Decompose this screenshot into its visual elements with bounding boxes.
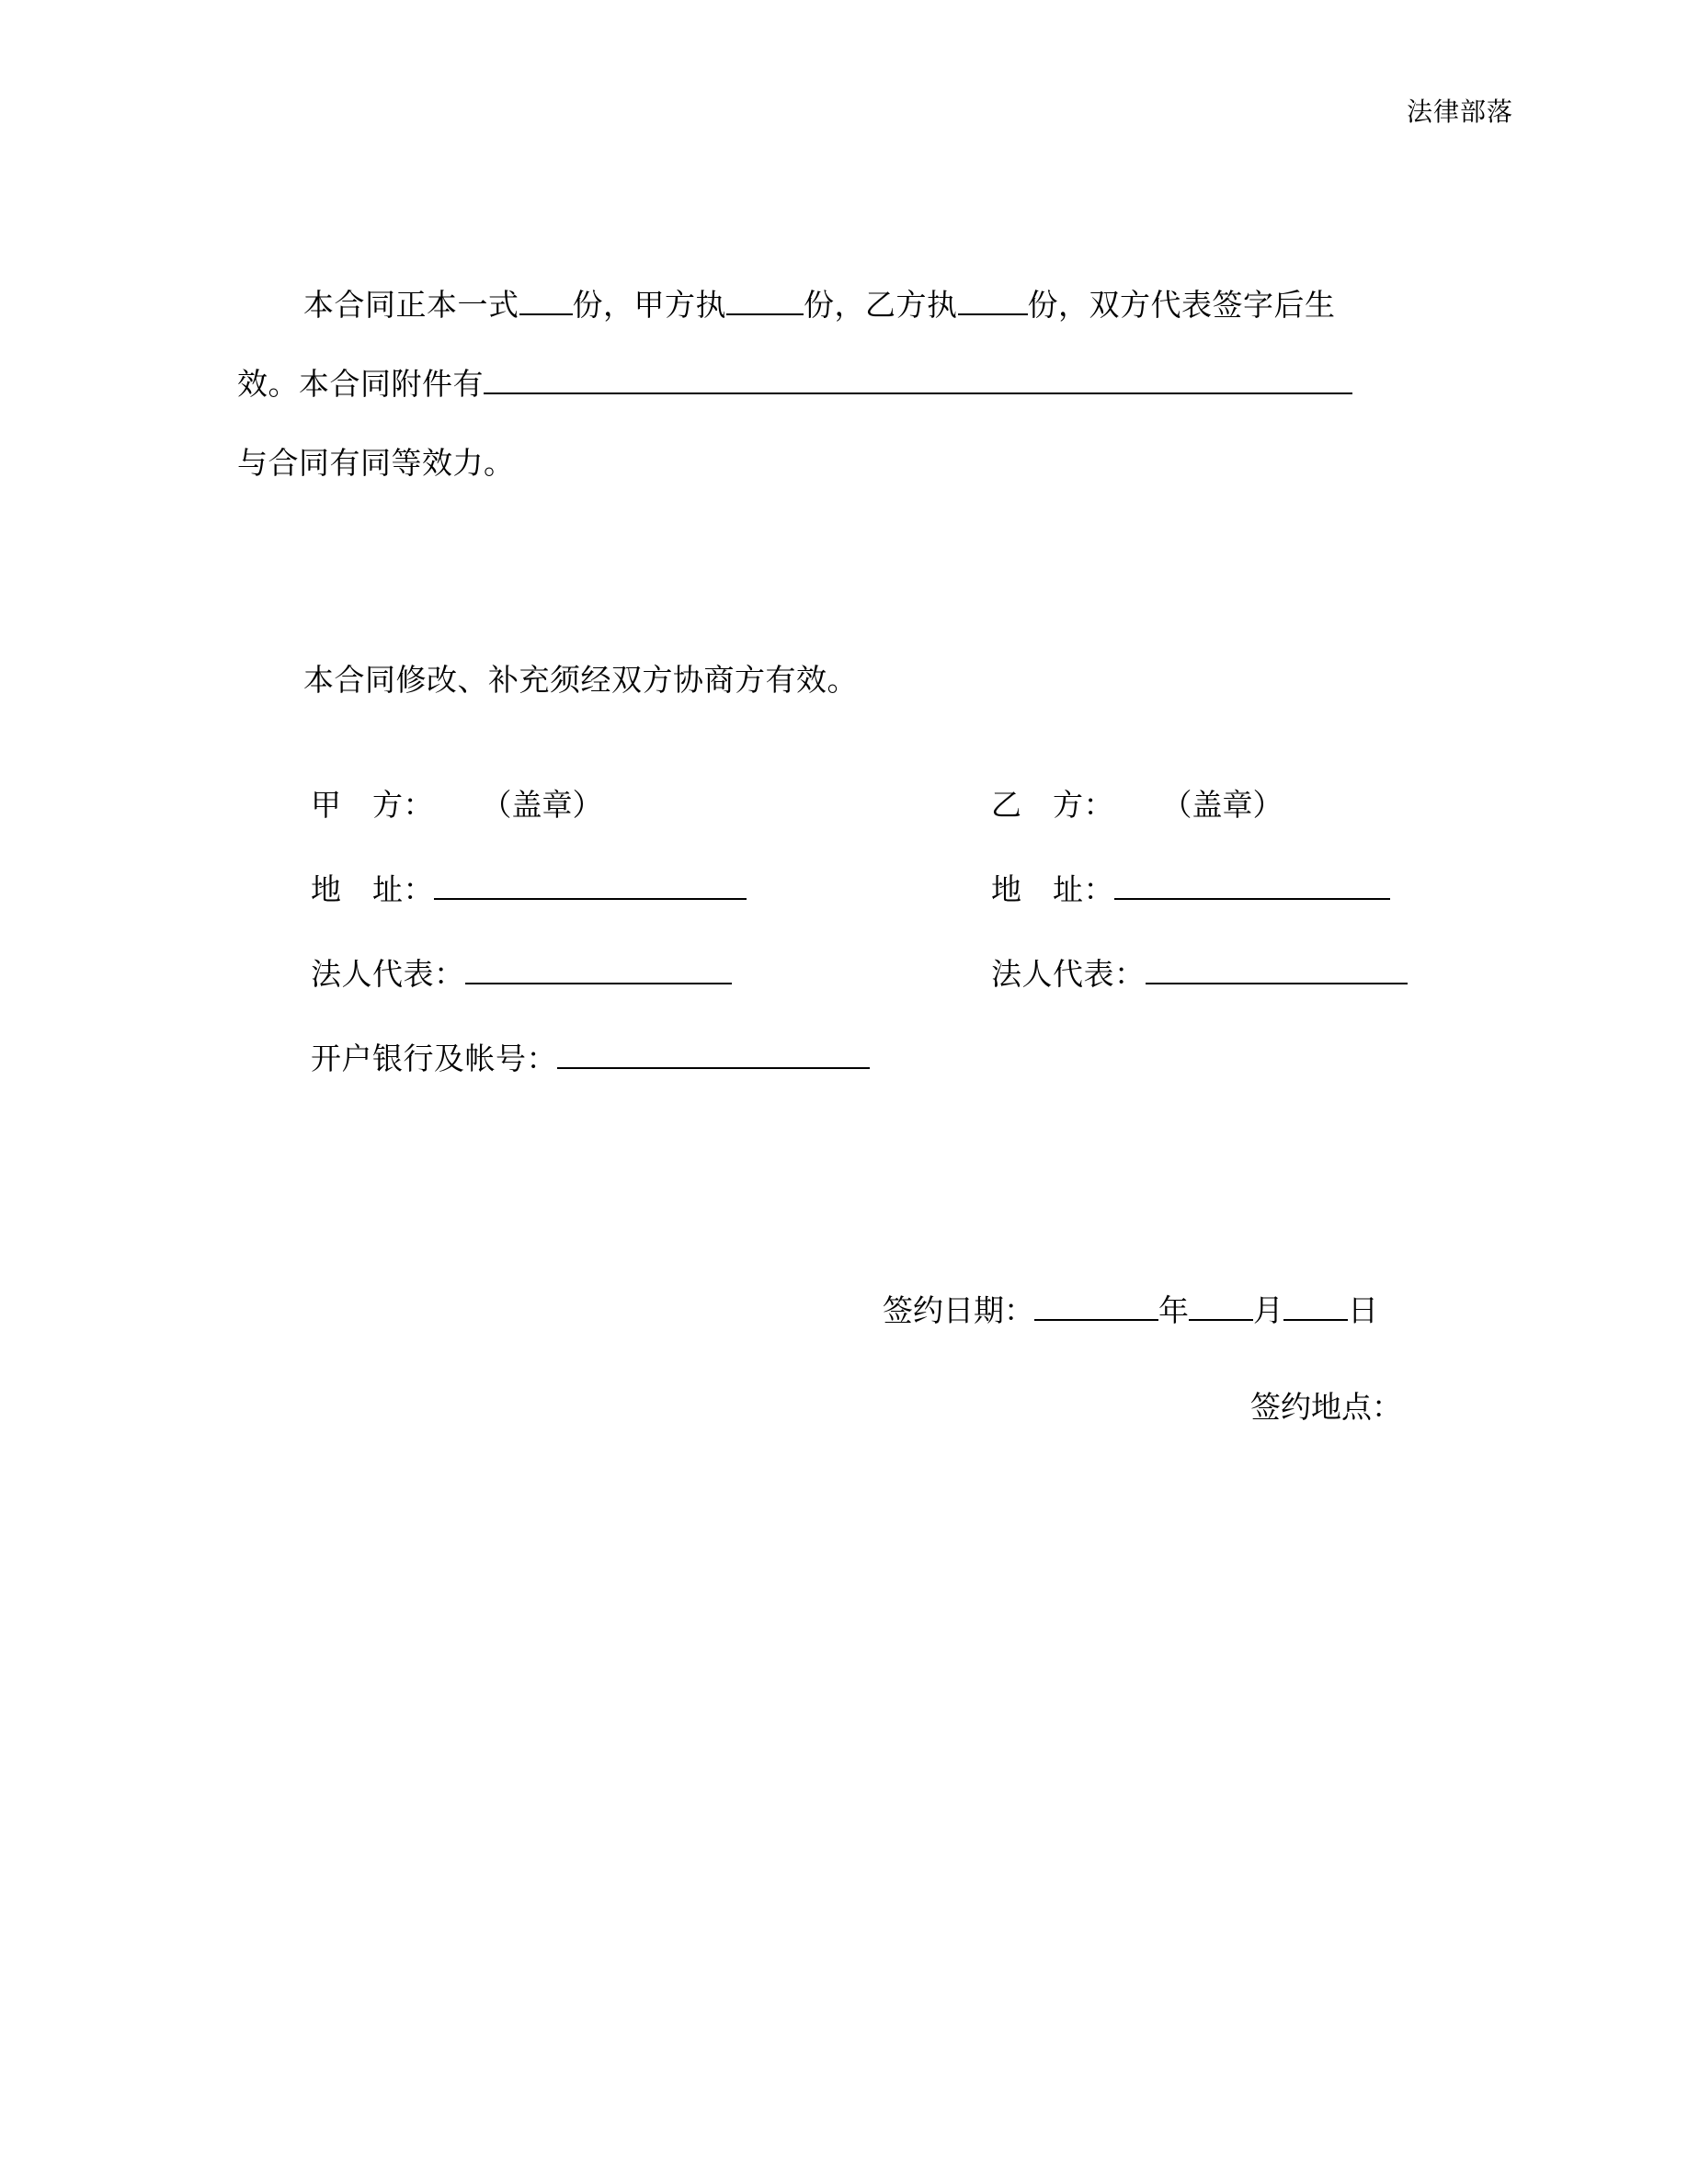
- blank-total-copies[interactable]: [519, 286, 573, 315]
- party-a-address-group: [311, 866, 747, 909]
- blank-party-a-bank[interactable]: [557, 1040, 870, 1069]
- party-b-address-group: [991, 866, 1390, 909]
- blank-signing-day[interactable]: [1283, 1291, 1348, 1321]
- signing-date-group: [883, 1287, 1378, 1330]
- signature-row-address: [237, 866, 1460, 950]
- blank-attachment[interactable]: [484, 365, 1352, 394]
- clause-copies-seg4: 份，双方代表签字后生: [1027, 290, 1336, 323]
- party-a-seal-note: （盖章）: [496, 790, 603, 823]
- clause-copies-seg2: 份，甲方执: [572, 290, 726, 323]
- party-b-label-group: [991, 781, 1283, 825]
- party-a-label: 甲 方：: [311, 790, 434, 823]
- party-a-label-group: [311, 781, 603, 825]
- clause-attachment-effect: 与合同有同等效力。: [237, 448, 515, 481]
- clause-amendment: 本合同修改、补充须经双方协商方有效。: [303, 665, 858, 698]
- party-b-legal-rep-label: 法人代表：: [991, 959, 1146, 992]
- blank-party-b-address[interactable]: [1114, 870, 1390, 900]
- party-b-seal-note: （盖章）: [1177, 790, 1283, 823]
- blank-party-a-legal-rep[interactable]: [465, 955, 732, 984]
- signature-row-party-label: [237, 781, 1460, 866]
- clause-copies-seg3: 份，乙方执: [804, 290, 958, 323]
- signing-day-unit: 日: [1348, 1295, 1378, 1328]
- spacer-1: [237, 504, 1460, 642]
- clause-attachment-prefix: 效。本合同附件有: [237, 369, 484, 402]
- clause-copies-seg1: 本合同正本一式: [303, 290, 519, 323]
- party-b-legal-rep-group: [991, 950, 1408, 994]
- party-a-bank-group: [311, 1035, 870, 1078]
- signing-month-unit: 月: [1253, 1295, 1283, 1328]
- blank-party-b-copies[interactable]: [958, 286, 1028, 315]
- blank-signing-month[interactable]: [1189, 1291, 1253, 1321]
- contract-body: [237, 267, 1460, 721]
- page-header-watermark: 法律部落: [1406, 98, 1513, 127]
- signature-row-legal-rep: [237, 950, 1460, 1035]
- signature-block: [237, 781, 1460, 1120]
- signing-date-label: 签约日期：: [883, 1295, 1034, 1328]
- signing-place-group: [1250, 1383, 1402, 1427]
- blank-party-b-legal-rep[interactable]: [1146, 955, 1408, 984]
- party-a-address-label: 地 址：: [311, 874, 434, 907]
- signing-year-unit: 年: [1158, 1295, 1189, 1328]
- party-a-bank-label: 开户银行及帐号：: [311, 1043, 557, 1076]
- blank-party-a-address[interactable]: [434, 870, 747, 900]
- party-b-label: 乙 方：: [991, 790, 1114, 823]
- blank-party-a-copies[interactable]: [726, 286, 804, 315]
- party-b-address-label: 地 址：: [991, 874, 1114, 907]
- signing-place-label: 签约地点：: [1250, 1392, 1402, 1425]
- party-a-legal-rep-group: [311, 950, 732, 994]
- party-a-legal-rep-label: 法人代表：: [311, 959, 465, 992]
- signature-row-bank: [237, 1035, 1460, 1120]
- clause-copies-line1: [237, 267, 1460, 346]
- clause-attachment-line: [237, 346, 1460, 425]
- blank-signing-year[interactable]: [1034, 1291, 1158, 1321]
